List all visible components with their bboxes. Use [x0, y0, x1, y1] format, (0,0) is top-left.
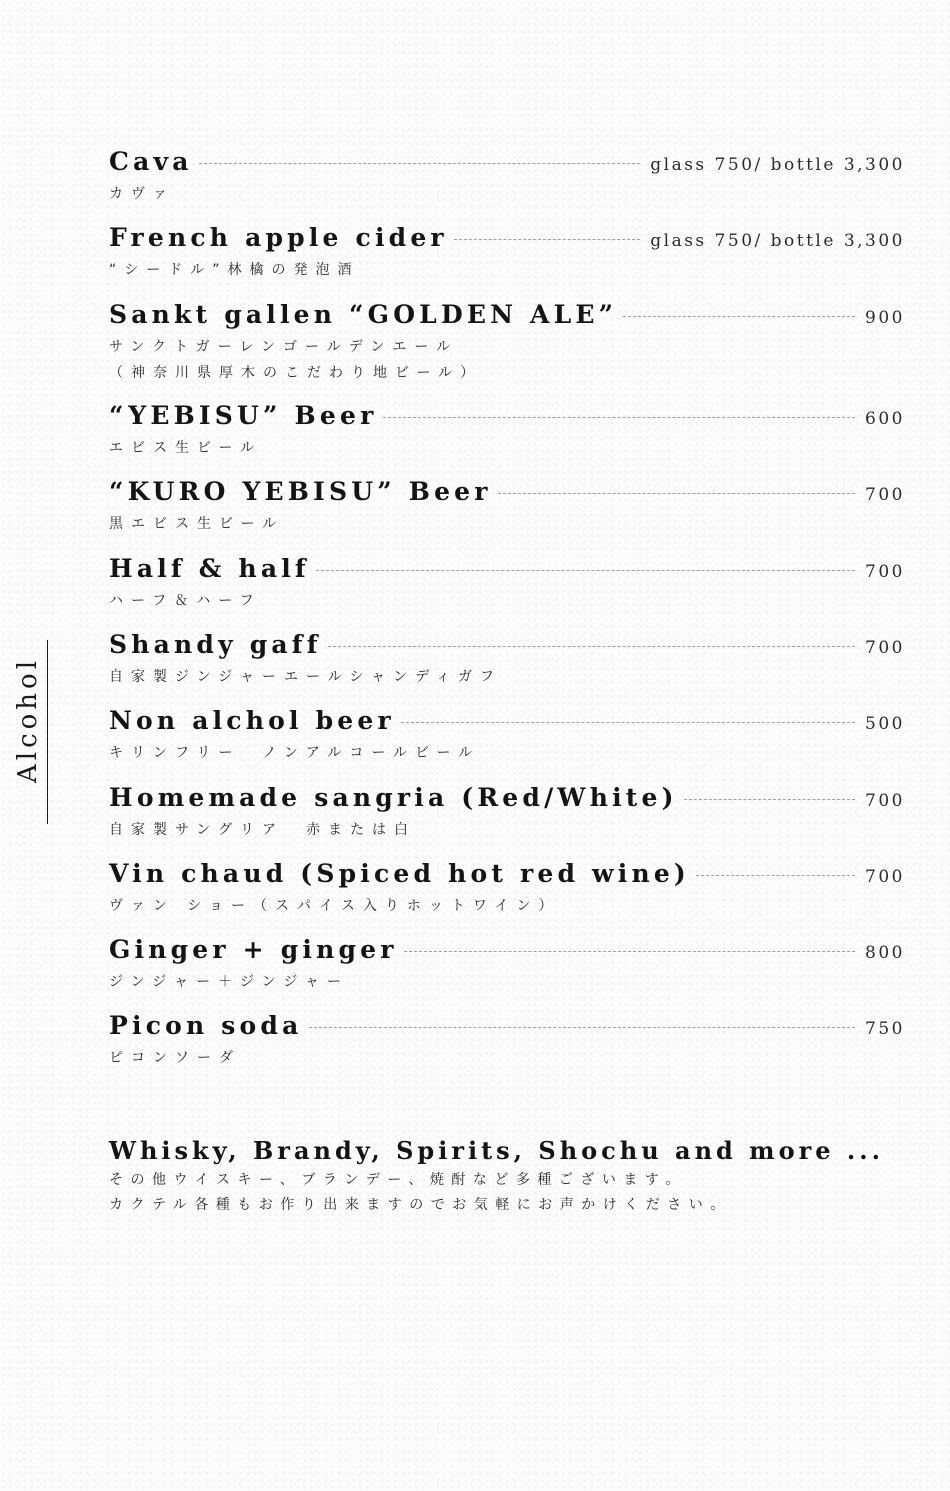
item-japanese-name: 自家製ジンジャーエールシャンディガフ — [109, 668, 502, 685]
item-japanese-note: （神奈川県厚木のこだわり地ビール） — [109, 364, 483, 381]
item-name: Shandy gaff — [109, 629, 322, 659]
more-drinks-line-1: その他ウイスキー、ブランデー、焼酎など多種ございます。 — [109, 1172, 687, 1188]
item-price: 700 — [865, 637, 905, 658]
item-japanese-name: ハーフ＆ハーフ — [109, 592, 262, 609]
item-price: 700 — [865, 790, 905, 811]
item-price: 700 — [865, 866, 905, 887]
dotted-leader — [309, 1027, 856, 1028]
menu-item-yebisu-beer — [109, 401, 905, 477]
menu-item-non-alchol-beer — [109, 706, 905, 782]
menu-item-homemade-sangria — [109, 783, 905, 859]
item-price: glass 750/ bottle 3,300 — [650, 231, 905, 252]
item-price: 700 — [865, 561, 905, 582]
item-japanese-name: カヴァ — [109, 186, 175, 202]
item-name: Sankt gallen “GOLDEN ALE” — [109, 299, 618, 329]
dotted-leader — [623, 316, 855, 317]
dotted-leader — [401, 722, 855, 723]
menu-item-sankt-gallen — [109, 300, 905, 402]
section-tab — [0, 640, 60, 824]
item-name: “YEBISU” Beer — [109, 401, 378, 431]
item-name: Ginger + ginger — [109, 935, 398, 965]
item-price: 800 — [865, 943, 905, 964]
more-drinks-note — [109, 1134, 909, 1218]
item-japanese-name: サンクトガーレンゴールデンエール — [109, 338, 459, 355]
menu-item-picon-soda — [109, 1011, 905, 1087]
more-drinks-line-2: カクテル各種もお作り出来ますのでお気軽にお声かけください。 — [109, 1197, 732, 1213]
drink-menu-list — [109, 147, 905, 1088]
item-japanese-name: “シードル”林檎の発泡酒 — [109, 262, 360, 279]
item-name: French apple cider — [109, 223, 448, 253]
item-japanese-name: ヴァン ショー（スパイス入りホットワイン） — [109, 897, 561, 914]
menu-item-vin-chaud — [109, 859, 905, 935]
menu-item-ginger-ginger — [109, 935, 905, 1011]
dotted-leader — [199, 163, 641, 164]
item-price: 600 — [865, 409, 905, 430]
menu-item-french-apple-cider — [109, 223, 905, 299]
item-japanese-name: ピコンソーダ — [109, 1050, 241, 1067]
item-price: 750 — [865, 1019, 905, 1040]
more-drinks-title: Whisky, Brandy, Spirits, Shochu and more ... — [109, 1136, 884, 1165]
item-japanese-name: 黒エビス生ビール — [109, 516, 285, 533]
dotted-leader — [454, 239, 640, 240]
dotted-leader — [498, 493, 855, 494]
dotted-leader — [383, 417, 855, 418]
item-name: Picon soda — [109, 1011, 303, 1041]
dotted-leader — [684, 799, 855, 800]
dotted-leader — [328, 646, 855, 647]
dotted-leader — [696, 875, 855, 876]
menu-item-cava — [109, 147, 905, 223]
menu-item-kuro-yebisu-beer — [109, 477, 905, 553]
item-price: 700 — [865, 485, 905, 506]
section-divider-line — [47, 640, 48, 824]
dotted-leader — [404, 951, 855, 952]
item-japanese-name: 自家製サングリア 赤または白 — [109, 821, 417, 838]
item-name: “KURO YEBISU” Beer — [109, 477, 492, 507]
item-name: Half & half — [109, 553, 310, 583]
item-name: Non alchol beer — [109, 706, 395, 736]
section-label: Alcohol — [13, 656, 43, 784]
item-price: 900 — [865, 307, 905, 328]
dotted-leader — [316, 570, 855, 571]
item-japanese-name: エビス生ビール — [109, 440, 263, 457]
item-price: 500 — [865, 714, 905, 735]
item-name: Cava — [109, 147, 193, 176]
item-japanese-name: キリンフリー ノンアルコールビール — [109, 745, 481, 762]
item-name: Homemade sangria (Red/White) — [109, 782, 678, 812]
menu-item-half-and-half — [109, 554, 905, 630]
item-name: Vin chaud (Spiced hot red wine) — [109, 858, 690, 888]
menu-item-shandy-gaff — [109, 630, 905, 706]
item-price: glass 750/ bottle 3,300 — [650, 155, 905, 175]
item-japanese-name: ジンジャー＋ジンジャー — [109, 974, 350, 991]
